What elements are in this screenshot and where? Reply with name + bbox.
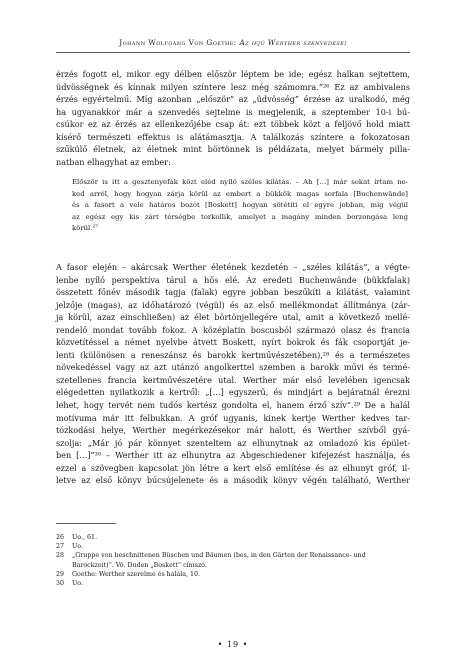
text-line: A fasor elején – akárcsak Werther életének kezdetén – „széles kilátás”, a végte- — [56, 262, 410, 272]
footnote-rule — [56, 523, 116, 524]
footnote — [56, 533, 410, 542]
text-line: érzés egyértelmű. Míg azonban „először” az „üdvösség” érzése az uralkodó, még — [56, 94, 410, 105]
running-head-author: Johann Wolfgang Von Goethe: — [119, 38, 237, 47]
quote-line: és a fasort a vele határos bozót [Boskett] hogyan sötétíti el egyre jobban, míg végül — [72, 201, 408, 210]
footnote — [56, 561, 410, 570]
text-line: jelzője (magas), az időhatározó (végül) és az első mellékmondat állítmánya (zár- — [56, 299, 410, 310]
text-line: csúkor ez az érzés az ellenkezőjébe csap át: ezt többek közt a feljövő hold miatt — [56, 119, 410, 130]
text-line: kísérő természeti effektus is alátámasztja. A találkozás színtere a fokozatosan — [56, 131, 410, 142]
running-head — [40, 38, 426, 47]
footnote-text: Goethe: Werther szerelme és halála, 10. — [72, 570, 201, 578]
footnote-number: 28 — [56, 552, 65, 560]
text-line: letve az első könyv búcsújelenete és a második könyv végén található, Werther — [56, 475, 410, 486]
text-line: üdvösségnek és kínnak milyen színtere lesz még számomra.”²⁶ Ez az ambivalens — [56, 81, 410, 92]
quote-line: Először is itt a gesztenyefák közt eléd nyíló széles kilátás. – Ah […] már sokat írtam ne- — [72, 178, 408, 186]
text-line: motívuma már itt felbukkan. A gróf ugyanis, kinek kertje Werther kedves tar- — [56, 412, 410, 423]
text-line: közvetítéssel a német nyelvbe átvett Boskett, nyírt bokrok és fák csoportját je- — [56, 337, 410, 348]
text-line: lehet, hogy tervét nem tudós kertész gondolta el, hanem érző szív”.²⁹ De a halál — [56, 400, 410, 411]
footnotes — [56, 533, 410, 588]
text-line: ben […]”³⁰ – Werther itt az elhunytra az Abgeschiedener kifejezést használja, és — [56, 450, 410, 461]
text-line: szolja: „Már jó pár könnyet szenteltem az elhunytnak az omladozó kis épület- — [56, 437, 410, 448]
text-line: szetellenes francia kertművészetére utal. Werther már első levelében igencsak — [56, 374, 410, 385]
text-line: ha ugyanakkor már a szenvedés sejtelme is megjelenik, a szeptember 10-i bú- — [56, 106, 410, 117]
text-line: tózkodási helye, Werther megérkezésekor már halott, és Werther szívből gyá- — [56, 425, 410, 436]
text-line: érzés fogott el, mikor egy délben először léptem be ide; egész halkan sejtettem, — [56, 69, 410, 79]
text-line: elégedetten nyilatkozik a kertről: „[…] egyszerű, és mindjárt a bejáratnál érezni — [56, 387, 410, 398]
running-head-title: Az ifjú Werther szenvedései — [239, 38, 347, 47]
footnote-text: Barockzeit)”. Vö. Duden „Boskett” címszó. — [72, 561, 207, 569]
page-number: • 19 • — [217, 640, 249, 649]
text-line: natban elhagyhat az ember: — [56, 156, 171, 167]
header-rule — [56, 52, 410, 53]
text-line: ezzel a szövegben kapcsolat jön létre a kert első említése és az elhunyt gróf, il- — [56, 462, 410, 473]
footnote — [56, 570, 410, 579]
quote-line: az egész egy kis zárt térségbe torkollik, amelyet a magány minden borzongása leng — [72, 212, 408, 221]
footnote-number: 30 — [56, 580, 65, 588]
paragraph-2 — [56, 261, 410, 487]
text-line: összetett főnév második tagja (falak) egyre jobban beszűkíti a kilátást, valamint — [56, 287, 410, 298]
paragraph-1 — [56, 68, 410, 168]
footnote — [56, 542, 410, 551]
footnote-text: Uo., 61. — [72, 534, 98, 541]
block-quote — [72, 177, 408, 235]
footnote-text: Uo. — [72, 580, 83, 588]
quote-line: ked arról, hogy hogyan zárja körül az embert a bükkök magas sorfala [Buchenwände] — [72, 189, 408, 198]
text-line: lenti (különösen a reneszánsz és barokk kertművészetében),²⁸ és a természetes — [56, 349, 410, 360]
text-line: szűkülő életnek, az életnek mint börtönnek is példázata, melyet bármely pilla- — [56, 144, 410, 155]
footnote-text: Uo. — [72, 543, 83, 551]
footnote-text: „Gruppe von beschnittenen Büschen und Bäumen (bes. in den Gärten der Renaissance- und — [72, 552, 366, 560]
footnote-number: 26 — [56, 534, 65, 541]
footnote-number: 29 — [56, 570, 65, 578]
footnote — [56, 579, 410, 588]
footnote-number — [56, 561, 72, 570]
footnote — [56, 551, 410, 560]
text-line: ja körül, azaz einschließen) az élet börtönjellegére utal, amit a következő mellé- — [56, 312, 410, 323]
footnote-number: 27 — [56, 543, 65, 551]
text-line: lenbe nyíló perspektíva tárul a hős elé. Az eredeti Buchenwände (bükkfalak) — [56, 274, 410, 285]
text-line: növekedéssel vagy az azt utánzó angolkerttel szemben a barokk művi és termé- — [56, 362, 410, 373]
quote-line: körül.²⁷ — [72, 224, 98, 233]
text-line: rendelő mondat tovább fokoz. A középlatin boscusból származó olasz és francia — [56, 324, 410, 335]
